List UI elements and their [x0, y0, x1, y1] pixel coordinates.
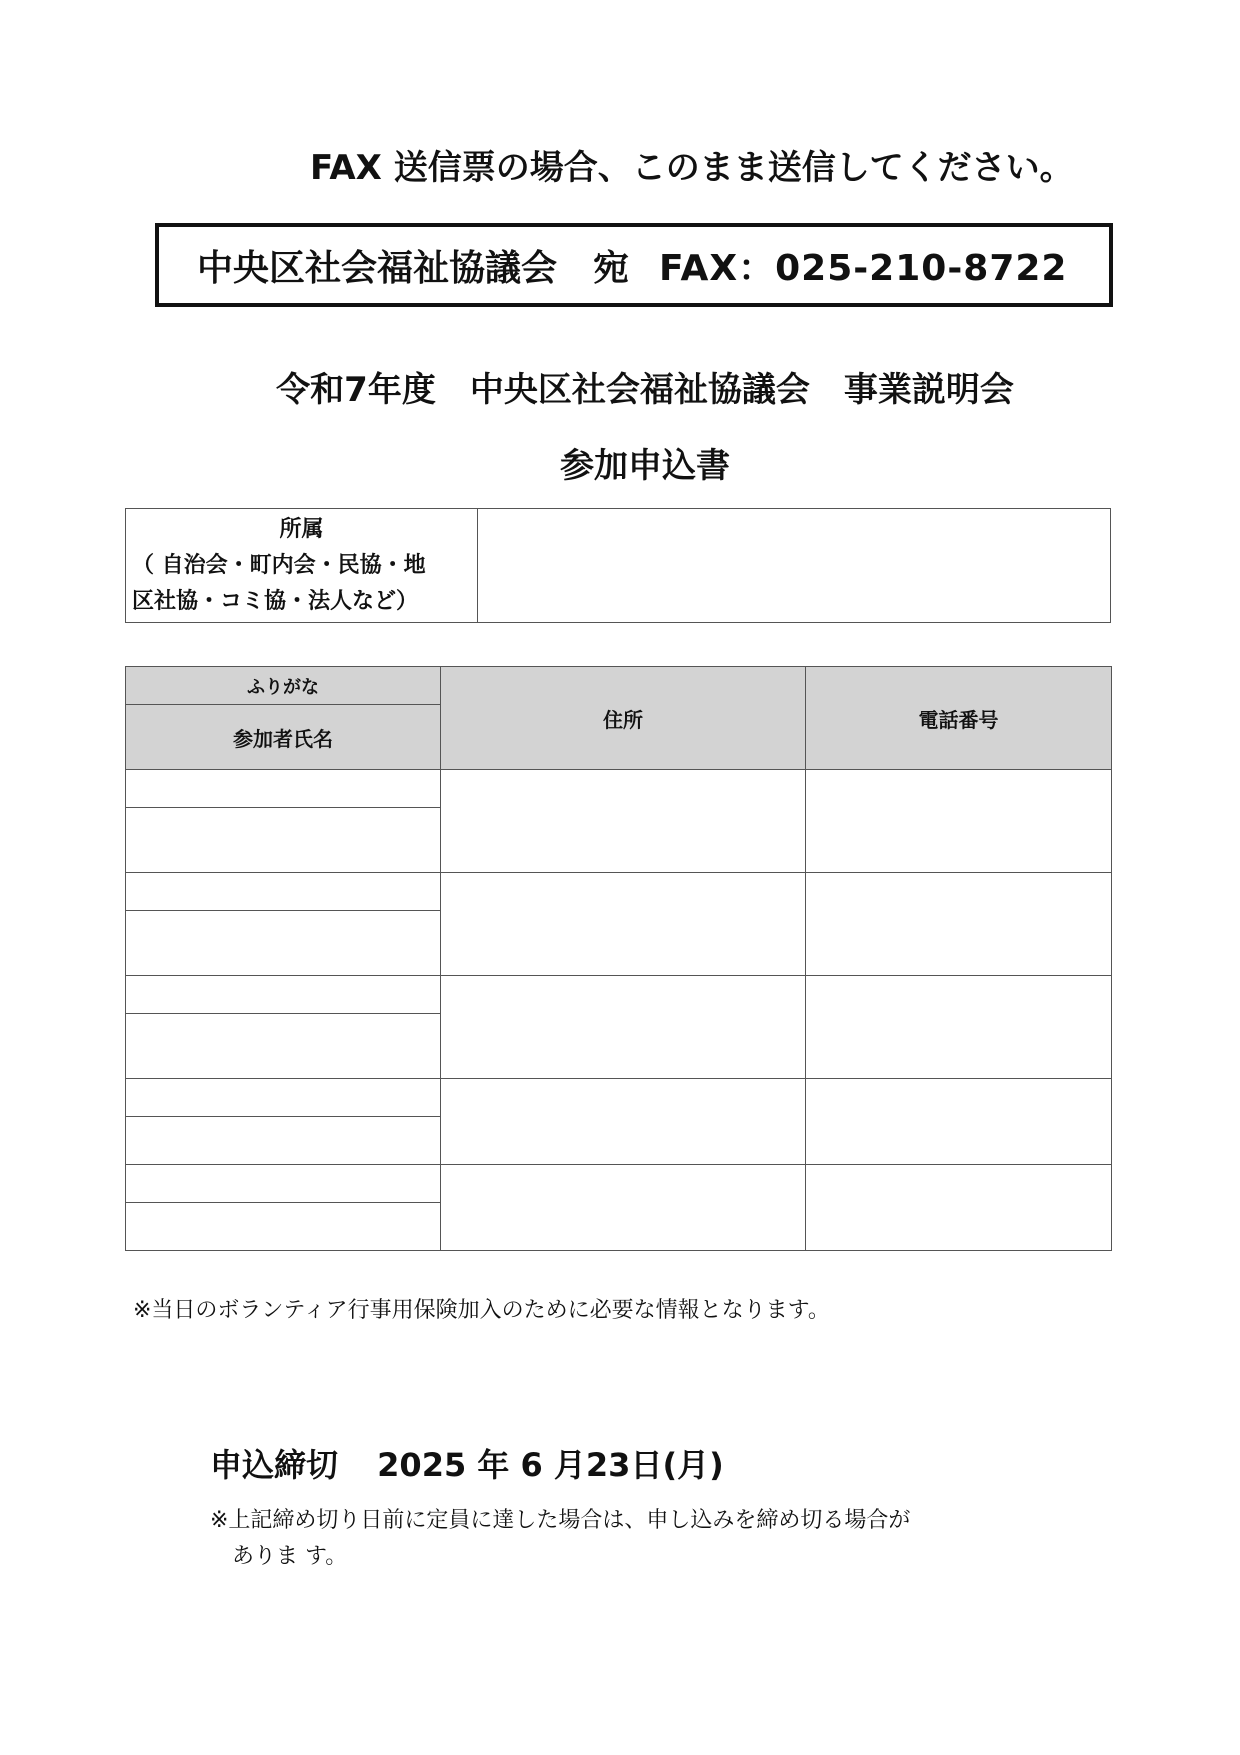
fax-instruction: FAX 送信票の場合、このまま送信してください。 [310, 148, 1074, 188]
participants-table [125, 666, 1112, 1251]
row4-name-input[interactable] [126, 1117, 441, 1165]
affiliation-input[interactable] [478, 509, 1111, 623]
affiliation-label [126, 509, 478, 623]
affiliation-label-hint-1: （ 自治会・町内会・民協・地 [132, 552, 426, 578]
affiliation-label-hint-2: 区社協・コミ協・法人など） [132, 588, 419, 614]
closing-note-line1: ※上記締め切り日前に定員に達した場合は、申し込みを締め切る場合が [210, 1508, 911, 1533]
recipient-fax-number: FAX：025-210-8722 [659, 247, 1068, 289]
row5-furigana-input[interactable] [126, 1165, 441, 1203]
deadline-label: 申込締切 [210, 1446, 339, 1484]
row2-name-input[interactable] [126, 911, 441, 976]
row5-address-input[interactable] [441, 1165, 806, 1251]
closing-note [210, 1503, 1010, 1575]
closing-note-line2: ありま す。 [232, 1544, 348, 1569]
header-phone: 電話番号 [806, 667, 1112, 770]
row1-name-input[interactable] [126, 808, 441, 873]
row3-address-input[interactable] [441, 976, 806, 1079]
row3-name-input[interactable] [126, 1014, 441, 1079]
row4-furigana-input[interactable] [126, 1079, 441, 1117]
row2-phone-input[interactable] [806, 873, 1112, 976]
affiliation-label-title: 所属 [279, 516, 324, 542]
header-furigana: ふりがな [126, 667, 441, 705]
deadline [210, 1440, 724, 1486]
row5-name-input[interactable] [126, 1203, 441, 1251]
row4-address-input[interactable] [441, 1079, 806, 1165]
header-participant-name: 参加者氏名 [126, 705, 441, 770]
form-title: 令和7年度 中央区社会福祉協議会 事業説明会 [276, 370, 1014, 410]
row1-address-input[interactable] [441, 770, 806, 873]
header-address: 住所 [441, 667, 806, 770]
insurance-note: ※当日のボランティア行事用保険加入のために必要な情報となります。 [133, 1298, 830, 1323]
affiliation-table [125, 508, 1111, 623]
row3-furigana-input[interactable] [126, 976, 441, 1014]
row2-furigana-input[interactable] [126, 873, 441, 911]
form-subtitle: 参加申込書 [560, 446, 730, 486]
recipient-box [155, 223, 1113, 307]
row4-phone-input[interactable] [806, 1079, 1112, 1165]
row1-furigana-input[interactable] [126, 770, 441, 808]
row5-phone-input[interactable] [806, 1165, 1112, 1251]
row3-phone-input[interactable] [806, 976, 1112, 1079]
recipient-name: 中央区社会福祉協議会 宛 [197, 247, 630, 289]
row1-phone-input[interactable] [806, 770, 1112, 873]
row2-address-input[interactable] [441, 873, 806, 976]
deadline-date: 2025 年 6 月23日(月) [377, 1446, 724, 1484]
